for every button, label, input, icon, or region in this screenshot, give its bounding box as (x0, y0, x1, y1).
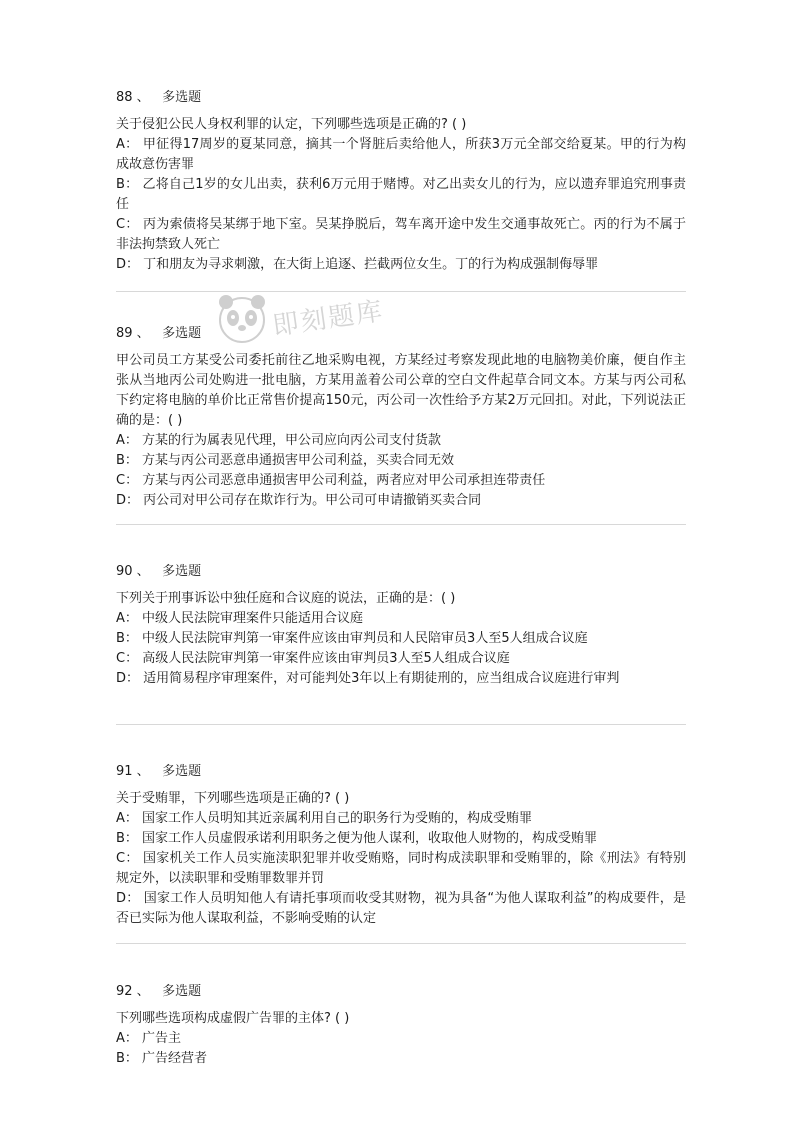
option-d: D： 丙公司对甲公司存在欺诈行为。甲公司可申请撤销买卖合同 (116, 493, 482, 508)
question-number: 92 、 (116, 984, 150, 999)
question-stem: 下列哪些选项构成虚假广告罪的主体? ( ) (116, 1011, 350, 1026)
question-type: 多选题 (162, 564, 202, 579)
option-b: B： 中级人民法院审判第一审案件应该由审判员和人民陪审员3人至5人组成合议庭 (116, 631, 588, 646)
option-c: C： 国家机关工作人员实施渎职犯罪并收受贿赂，同时构成渎职罪和受贿罪的，除《刑法》有特别规定外，以渎职罪和受贿罪数罪并罚 (116, 851, 686, 886)
option-b: B： 国家工作人员虚假承诺利用职务之便为他人谋利，收取他人财物的，构成受贿罪 (116, 831, 598, 846)
option-a: A： 甲征得17周岁的夏某同意，摘其一个肾脏后卖给他人，所获3万元全部交给夏某。甲的行为构成故意伤害罪 (116, 137, 686, 172)
question-header (116, 982, 686, 1002)
divider (116, 724, 686, 725)
option-d: D： 丁和朋友为寻求刺激，在大街上追逐、拦截两位女生。丁的行为构成强制侮辱罪 (116, 257, 599, 272)
question-stem: 关于受贿罪，下列哪些选项是正确的? ( ) (116, 791, 350, 806)
question-number: 88 、 (116, 90, 150, 105)
question-header (116, 324, 686, 344)
question-number: 90 、 (116, 564, 150, 579)
option-a: A： 广告主 (116, 1031, 182, 1046)
question-type: 多选题 (162, 90, 202, 105)
option-c: C： 方某与丙公司恶意串通损害甲公司利益，两者应对甲公司承担连带责任 (116, 473, 546, 488)
divider (116, 291, 686, 292)
question-91 (116, 762, 686, 929)
question-stem: 下列关于刑事诉讼中独任庭和合议庭的说法，正确的是：( ) (116, 591, 456, 606)
question-header (116, 88, 686, 108)
option-c: C： 高级人民法院审判第一审案件应该由审判员3人至5人组成合议庭 (116, 651, 510, 666)
option-d: D： 国家工作人员明知他人有请托事项而收受其财物，视为具备“为他人谋取利益”的构成要件，是否已实际为他人谋取利益，不影响受贿的认定 (116, 891, 686, 926)
question-92 (116, 982, 686, 1069)
question-stem: 关于侵犯公民人身权利罪的认定，下列哪些选项是正确的? ( ) (116, 117, 467, 132)
question-header (116, 562, 686, 582)
option-b: B： 方某与丙公司恶意串通损害甲公司利益，买卖合同无效 (116, 453, 455, 468)
question-90 (116, 562, 686, 689)
divider (116, 524, 686, 525)
watermark-text: 即刻题库 (270, 296, 386, 342)
option-a: A： 国家工作人员明知其近亲属利用自己的职务行为受贿的，构成受贿罪 (116, 811, 533, 826)
option-b: B： 乙将自己1岁的女儿出卖，获利6万元用于赌博。对乙出卖女儿的行为，应以遗弃罪追究刑事责任 (116, 177, 686, 212)
option-a: A： 方某的行为属表见代理，甲公司应向丙公司支付货款 (116, 433, 442, 448)
question-88 (116, 88, 686, 275)
question-type: 多选题 (162, 326, 202, 341)
option-a: A： 中级人民法院审理案件只能适用合议庭 (116, 611, 364, 626)
option-d: D： 适用简易程序审理案件，对可能判处3年以上有期徒刑的，应当组成合议庭进行审判 (116, 671, 620, 686)
question-type: 多选题 (162, 764, 202, 779)
question-type: 多选题 (162, 984, 202, 999)
question-header (116, 762, 686, 782)
option-b: B： 广告经营者 (116, 1051, 208, 1066)
divider (116, 943, 686, 944)
question-89 (116, 324, 686, 511)
question-stem: 甲公司员工方某受公司委托前往乙地采购电视，方某经过考察发现此地的电脑物美价廉，便自作主张从当地丙公司处购进一批电脑，方某用盖着公司公章的空白文件起草合同文本。方某与丙公司私下约定将电脑的单价比正常售价提高150元，丙公司一次性给予方某2万元回扣。对此，下列说法正确的是：( ) (116, 353, 686, 428)
question-number: 91 、 (116, 764, 150, 779)
question-number: 89 、 (116, 326, 150, 341)
option-c: C： 丙为索债将吴某绑于地下室。吴某挣脱后，驾车离开途中发生交通事故死亡。丙的行为不属于非法拘禁致人死亡 (116, 217, 686, 252)
